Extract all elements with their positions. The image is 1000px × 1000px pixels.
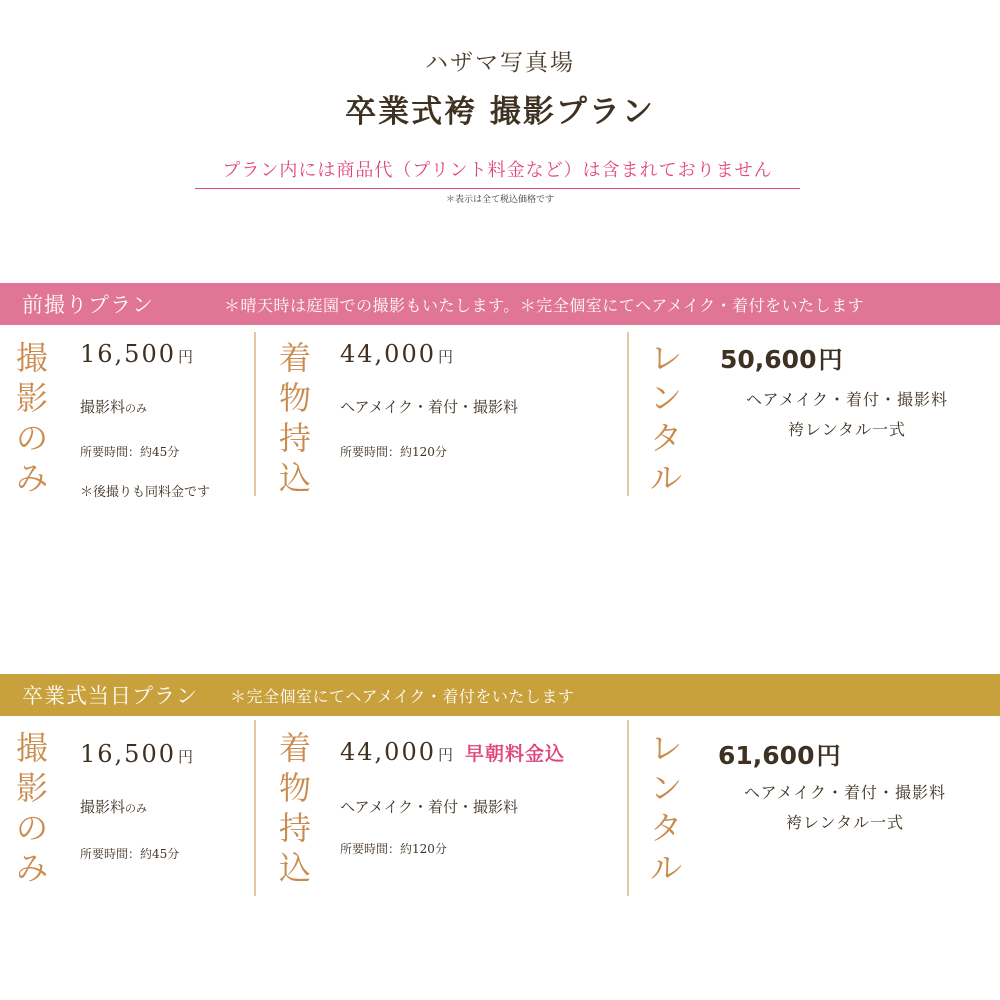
title-char: レ [649, 339, 682, 377]
price-value: 44,000 [340, 340, 436, 368]
yen-unit: 円 [818, 346, 843, 374]
plan-description [80, 796, 147, 817]
desc-main: 撮影料 [80, 798, 126, 816]
desc-line: ヘアメイク・着付・撮影料 [744, 783, 946, 802]
tax-note: ＊表示は全て税込価格です [445, 195, 554, 205]
plan-footnote: ＊後撮りも同料金です [80, 485, 211, 500]
plan-description: ヘアメイク・着付・撮影料 [340, 798, 519, 816]
price-value: 16,500 [80, 340, 176, 368]
title-char: ン [649, 769, 682, 807]
desc-main: 撮影料 [80, 398, 126, 416]
title-char: 込 [278, 459, 311, 497]
plan-title-rental [646, 338, 686, 498]
section-header-pre-shoot [0, 283, 1000, 325]
column-divider [254, 720, 256, 896]
title-char: 着 [278, 339, 311, 377]
section-title: 卒業式当日プラン [22, 684, 198, 708]
plan-title-photo-only [12, 728, 52, 888]
title-char: 持 [278, 419, 311, 457]
plan-price [340, 738, 565, 766]
plan-description [710, 778, 980, 838]
plan-duration: 所要時間：約45分 [80, 847, 180, 861]
price-value: 50,600 [720, 345, 817, 374]
title-char: の [15, 809, 48, 847]
title-char: 物 [278, 769, 311, 807]
price-value: 44,000 [340, 738, 436, 766]
plan-duration: 所要時間：約45分 [80, 445, 180, 459]
column-divider [627, 332, 629, 496]
studio-name: ハザマ写真場 [425, 50, 575, 76]
title-char: 撮 [15, 729, 48, 767]
price-value: 16,500 [80, 740, 176, 768]
plan-title-photo-only [12, 338, 52, 498]
title-char: ル [649, 459, 682, 497]
title-char: ン [649, 379, 682, 417]
desc-line: 袴レンタル一式 [786, 813, 904, 832]
title-char: 影 [15, 769, 48, 807]
section-header-graduation-day [0, 674, 1000, 716]
section-note: ＊完全個室にてヘアメイク・着付をいたします [230, 686, 575, 706]
yen-unit: 円 [437, 746, 453, 764]
price-value: 61,600 [718, 741, 815, 770]
title-char: み [15, 459, 48, 497]
title-char: 影 [15, 379, 48, 417]
desc-line: ヘアメイク・着付・撮影料 [746, 390, 948, 409]
plan-title-own-kimono [275, 338, 315, 498]
plan-duration: 所要時間：約120分 [340, 842, 447, 856]
plan-description: ヘアメイク・着付・撮影料 [340, 398, 519, 416]
section-title: 前撮りプラン [22, 293, 154, 317]
title-char: の [15, 419, 48, 457]
plan-title-rental [646, 728, 686, 888]
plan-price [720, 340, 842, 375]
page-title: 卒業式袴 撮影プラン [345, 94, 655, 130]
plan-price [340, 340, 453, 368]
plan-price [80, 740, 193, 768]
title-char: 込 [278, 849, 311, 887]
title-char: 物 [278, 379, 311, 417]
yen-unit: 円 [177, 348, 193, 366]
yen-unit: 円 [437, 348, 453, 366]
desc-line: 袴レンタル一式 [788, 420, 906, 439]
yen-unit: 円 [177, 748, 193, 766]
yen-unit: 円 [816, 742, 841, 770]
plan-duration: 所要時間：約120分 [340, 445, 447, 459]
title-char: 持 [278, 809, 311, 847]
title-char: 着 [278, 729, 311, 767]
print-fee-notice: プラン内には商品代（プリント料金など）は含まれておりません [195, 156, 800, 189]
column-divider [627, 720, 629, 896]
title-char: レ [649, 729, 682, 767]
column-divider [254, 332, 256, 496]
plan-description [80, 396, 147, 417]
plan-title-own-kimono [275, 728, 315, 888]
plan-price [718, 736, 840, 771]
plan-description [712, 385, 982, 445]
desc-small: のみ [125, 402, 148, 415]
early-morning-fee-badge: 早朝料金込 [465, 743, 566, 765]
desc-small: のみ [125, 802, 148, 815]
title-char: 撮 [15, 339, 48, 377]
title-char: ル [649, 849, 682, 887]
section-note: ＊晴天時は庭園での撮影もいたします。＊完全個室にてヘアメイク・着付をいたします [224, 295, 865, 315]
title-char: み [15, 849, 48, 887]
plan-price [80, 340, 193, 368]
title-char: タ [649, 419, 682, 457]
title-char: タ [649, 809, 682, 847]
